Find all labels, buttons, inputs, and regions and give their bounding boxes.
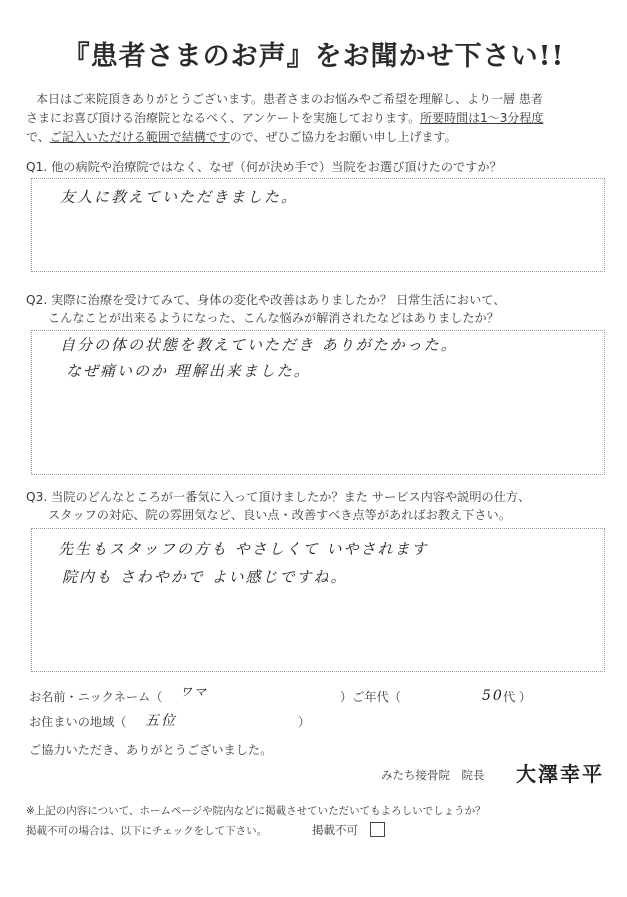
question-2 [26,291,606,327]
intro-text [26,90,602,147]
question-2-text-2: こんなことが出来るようになった、こんな悩みが解消されたなどはありましたか？ [48,311,499,325]
question-3 [26,488,606,524]
thanks-text: ご協力いただき、ありがとうございました。 [29,743,273,757]
question-3-text-2: スタッフの対応、院の雰囲気など、良い点・改善すべき点等があればお教え下さい。 [48,508,511,522]
question-1 [26,158,606,176]
no-publish-checkbox[interactable] [370,822,385,837]
intro-line-3-a: で、 [26,130,50,144]
intro-duration: 所要時間は1〜3分程度 [420,111,544,125]
answer-3-line-1: 先生もスタッフの方も やさしくて いやされます [58,540,429,558]
intro-scope: ご記入いただける範囲で結構です [49,130,230,144]
intro-line-1: 本日はご来院頂きありがとうございます。患者さまのお悩みやご希望を理解し、より一層 患者 [36,92,543,106]
intro-line-2 [26,109,602,128]
answer-2-line-1: 自分の体の状態を教えていただき ありがたかった。 [60,336,458,354]
answer-2-line-2: なぜ痛いのか 理解出来ました。 [66,362,311,380]
intro-line-3-b: ので、ぜひご協力をお願い申し上げます。 [229,130,457,144]
name-value: ワマ [180,685,209,699]
area-close: ） [298,715,311,729]
answer-1-line-1: 友人に教えていただきました。 [60,188,299,206]
age-label: ）ご年代（ [340,690,401,704]
answer-3-line-2: 院内も さわやかで よい感じですね。 [62,568,348,586]
area-label: お住まいの地域（ [29,715,127,729]
clinic-director: みたち接骨院 院長 [381,768,485,782]
name-label: お名前・ニックネーム（ [29,690,163,704]
director-signature: 大澤幸平 [516,762,604,786]
age-suffix: 代 ） [503,690,532,704]
publish-note-2: 掲載不可の場合は、以下にチェックをして下さい。 [26,825,268,837]
area-value: 五位 [145,713,177,729]
question-2-text-1: Q2. 実際に治療を受けてみて、身体の変化や改善はありましたか？ 日常生活において、 [26,293,506,307]
intro-line-3 [26,128,602,147]
question-1-text: Q1. 他の病院や治療院ではなく、なぜ（何が決め手で）当院をお選び頂けたのですか？ [26,160,502,174]
age-value: 50 [482,688,504,704]
intro-line-2-text: さまにお喜び頂ける治療院となるべく、アンケートを実施しております。 [26,111,421,125]
no-publish-label: 掲載不可 [312,823,358,837]
question-3-text-1: Q3. 当院のどんなところが一番気に入って頂けましたか？また サービス内容や説明の仕方、 [26,490,531,504]
page-title: 『患者さまのお声』をお聞かせ下さい!! [62,41,565,72]
publish-note-1: ※上記の内容について、ホームページや院内などに掲載させていただいてもよろしいでしょうか？ [26,805,486,817]
